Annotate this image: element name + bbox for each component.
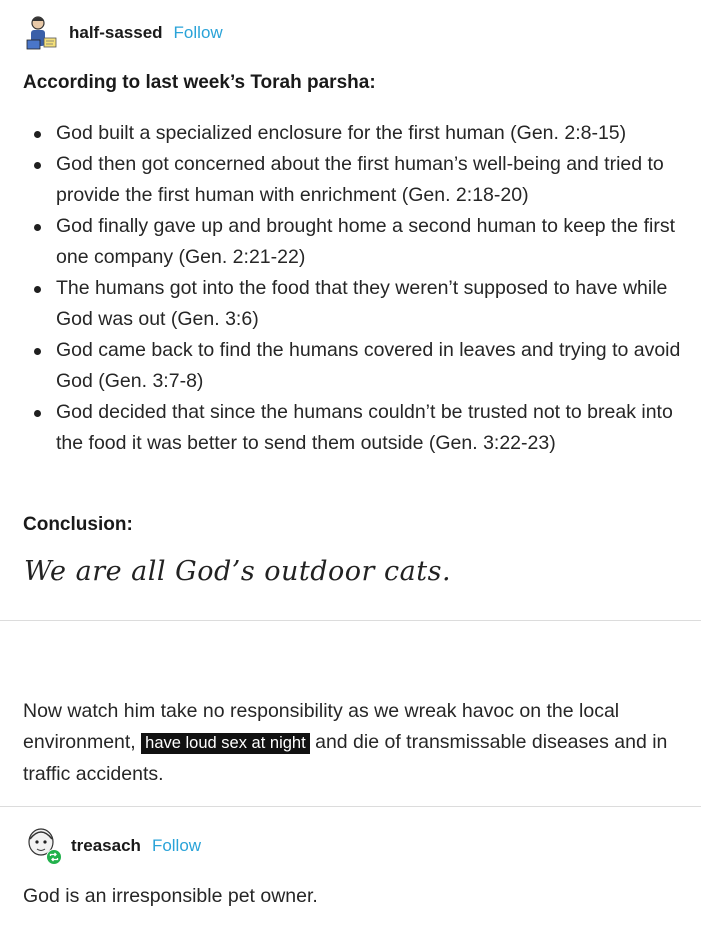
list-item: God came back to find the humans covered in leaves and trying to avoid God (Gen. 3:7-8) [23,335,683,397]
conclusion-text: We are all God’s outdoor cats. [24,556,452,587]
list-item: God decided that since the humans couldn’t be trusted not to break into the food it was better to send them outside (Gen. 3:22-23) [23,397,683,459]
divider [0,806,701,807]
reply-text [23,696,683,790]
follow-button[interactable]: Follow [173,23,223,42]
reply-text-before: Now watch him take no responsibility as we wreak havoc on the local environment, [23,700,620,753]
username[interactable]: half-sassed [69,23,163,42]
post-heading: According to last week’s Torah parsha: [23,72,376,93]
divider [0,620,701,621]
reply-text-after: and die of transmissable diseases and in traffic accidents. [23,731,668,785]
list-item: The humans got into the food that they weren’t supposed to have while God was out (Gen. 3:6) [23,273,683,335]
post-text: God is an irresponsible pet owner. [23,885,318,907]
list-item: God built a specialized enclosure for the first human (Gen. 2:8-15) [23,118,683,149]
highlighted-text: have loud sex at night [141,733,310,754]
post-header [24,827,201,865]
conclusion-label: Conclusion: [23,514,133,535]
avatar[interactable] [24,827,62,865]
username[interactable]: treasach [71,836,141,855]
follow-button[interactable]: Follow [151,836,202,855]
list-item: God then got concerned about the first human’s well-being and tried to provide the first human with enrichment (Gen. 2:18-20) [23,149,683,211]
list-item: God finally gave up and brought home a second human to keep the first one company (Gen. 2:21-22) [23,211,683,273]
bullet-list [23,118,683,459]
post-header [22,14,223,52]
avatar[interactable] [22,14,60,52]
avatar-person-icon [22,14,60,52]
reblog-badge-icon [46,849,62,865]
